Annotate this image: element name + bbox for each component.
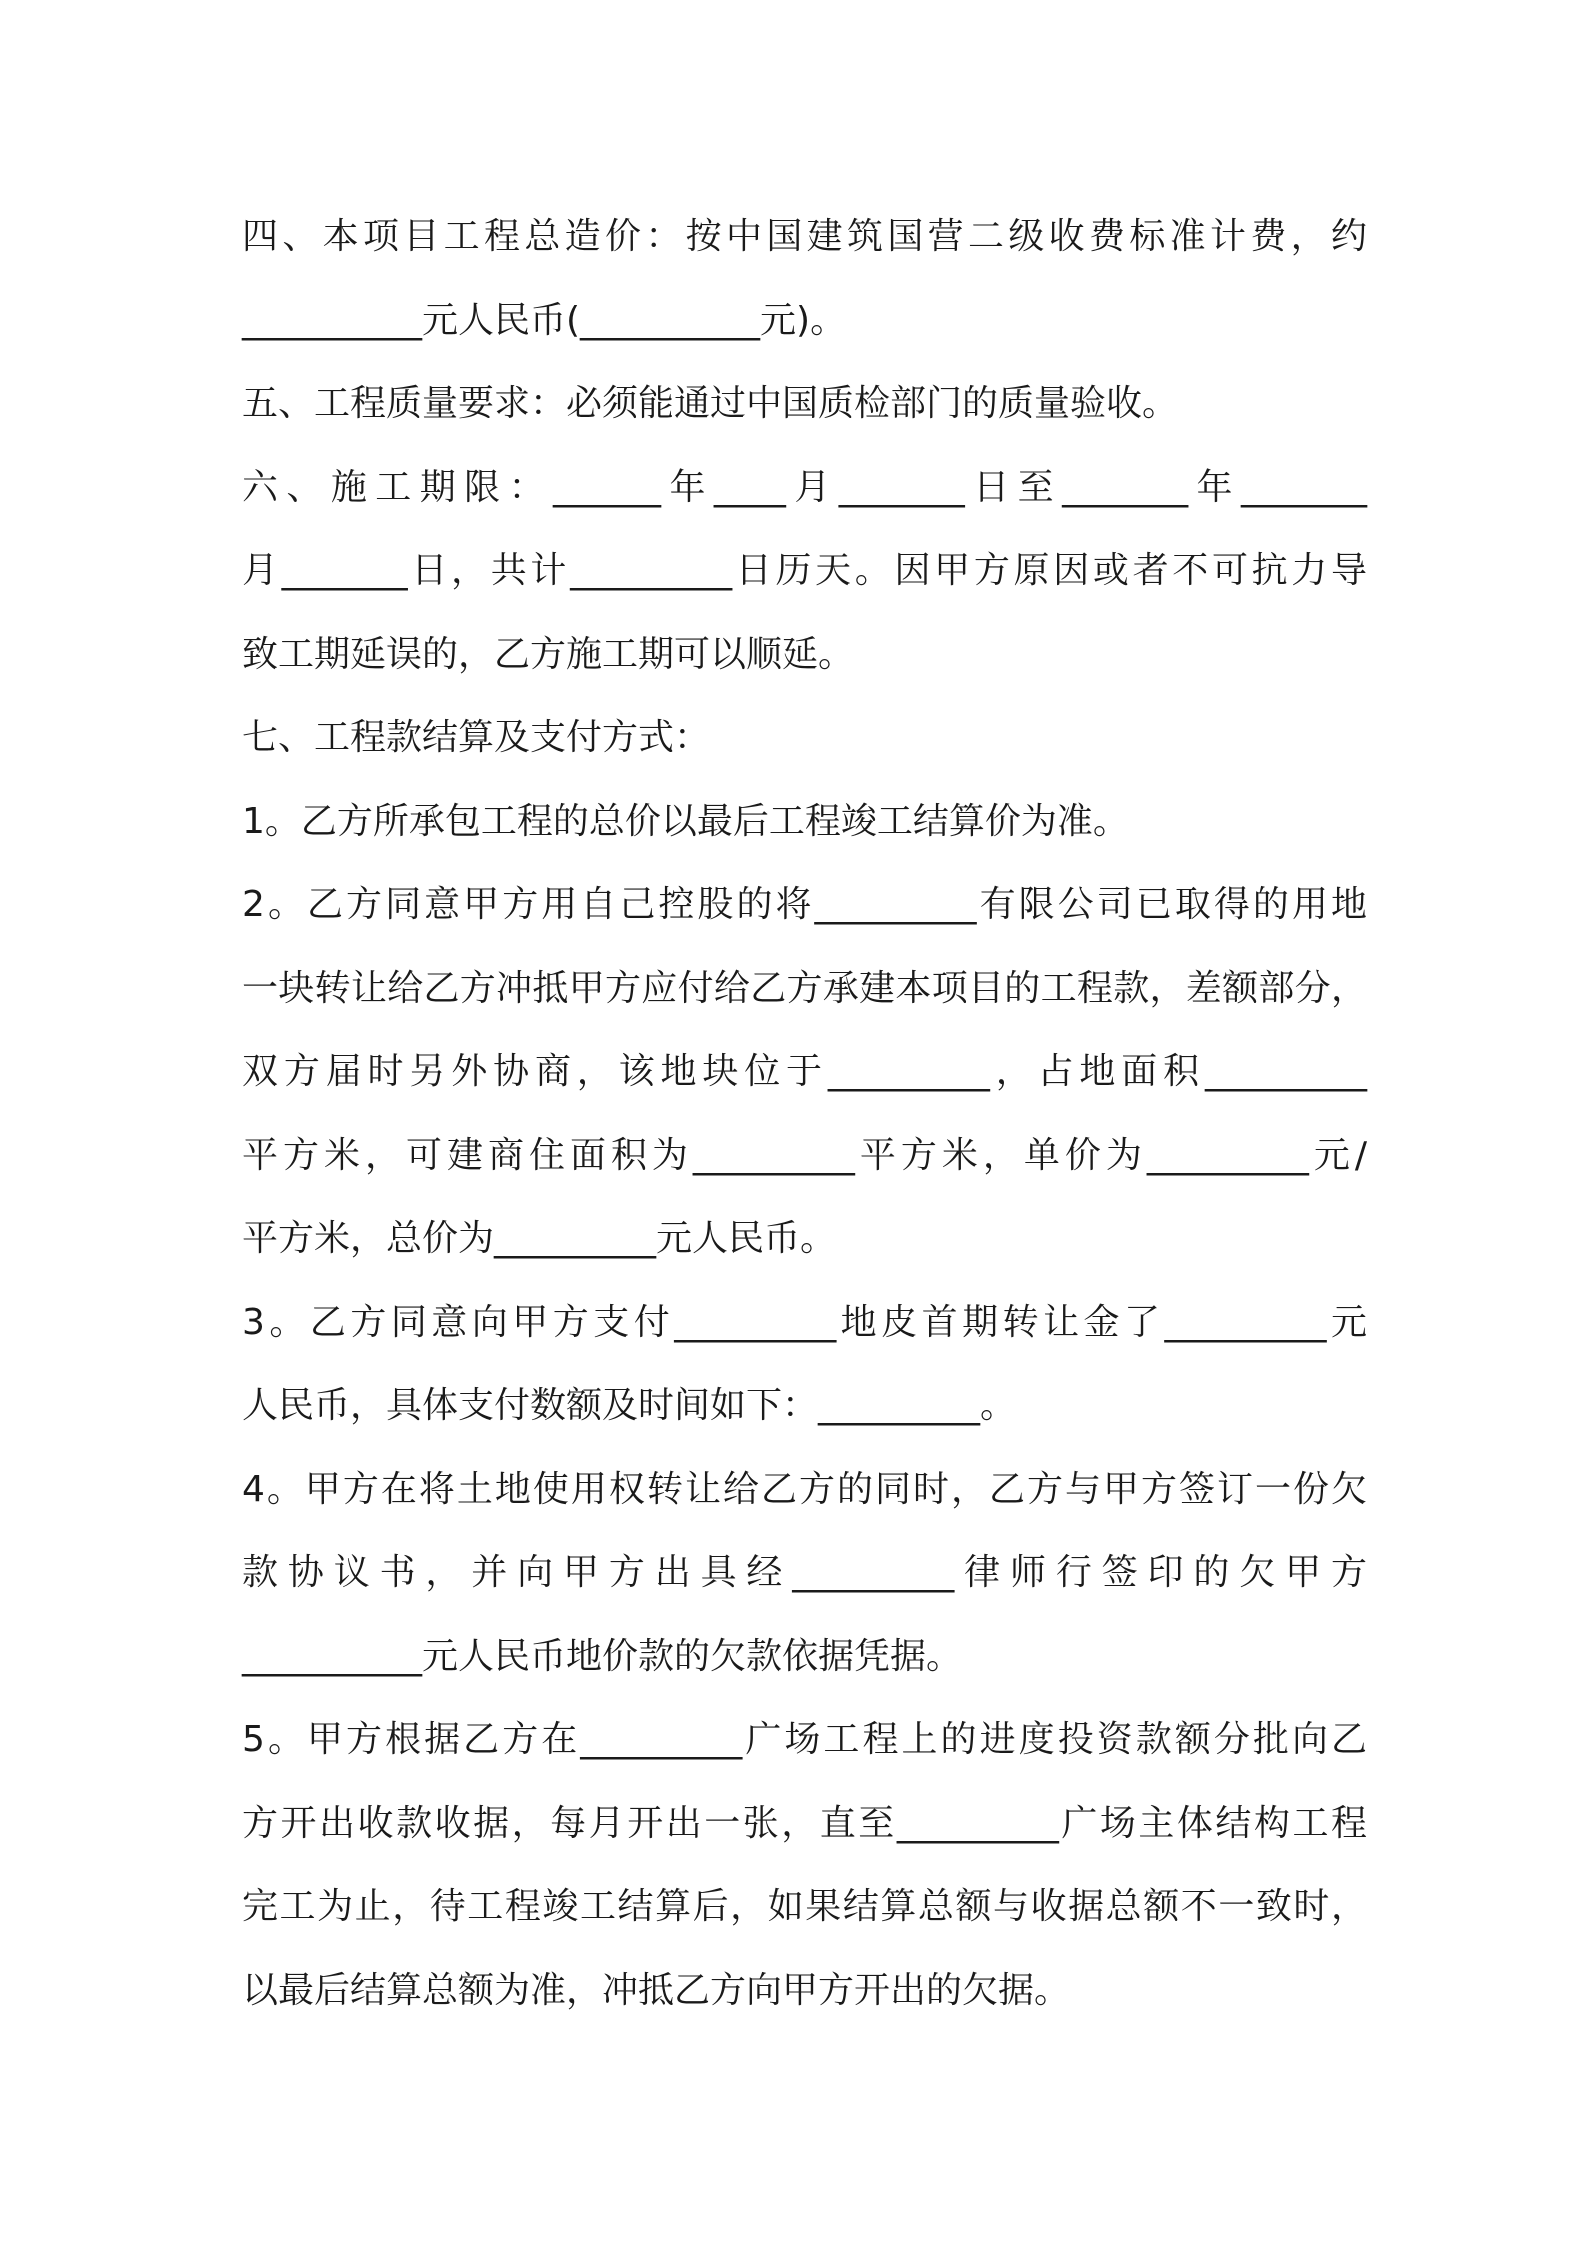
text-line: 平方米，总价为_________元人民币。 — [242, 1218, 837, 1259]
text-line: 以最后结算总额为准，冲抵乙方向甲方开出的欠据。 — [242, 1969, 1071, 2011]
text-line: 1。乙方所承包工程的总价以最后工程竣工结算价为准。 — [242, 800, 1129, 842]
text-line: 2。乙方同意甲方用自己控股的将_________有限公司已取得的用地 — [242, 884, 1367, 925]
text-line: 双方届时另外协商，该地块位于_________，占地面积_________ — [242, 1051, 1367, 1092]
text-line: 方开出收款收据，每月开出一张，直至_________广场主体结构工程 — [242, 1802, 1367, 1844]
text-line: 月_______日，共计_________日历天。因甲方原因或者不可抗力导 — [242, 550, 1367, 591]
text-line: 5。甲方根据乙方在_________广场工程上的进度投资款额分批向乙 — [242, 1719, 1367, 1760]
text-line: 人民币，具体支付数额及时间如下：_________。 — [242, 1385, 1017, 1426]
text-line: 平方米，可建商住面积为_________平方米，单价为_________元/ — [242, 1134, 1367, 1176]
text-line: 款协议书，并向甲方出具经_________律师行签印的欠甲方 — [242, 1552, 1367, 1593]
text-line: __________元人民币地价款的欠款依据凭据。 — [242, 1635, 963, 1677]
text-line: 四、本项目工程总造价：按中国建筑国营二级收费标准计费，约 — [242, 216, 1367, 257]
text-line: 七、工程款结算及支付方式： — [242, 717, 711, 758]
text-line: 一块转让给乙方冲抵甲方应付给乙方承建本项目的工程款，差额部分， — [242, 967, 1367, 1009]
text-line: 五、工程质量要求：必须能通过中国质检部门的质量验收。 — [242, 383, 1179, 424]
contract-body — [242, 195, 1367, 2032]
text-line: 3。乙方同意向甲方支付_________地皮首期转让金了_________元 — [242, 1301, 1367, 1343]
text-line: 六、施工期限：______年____月_______日至_______年_______ — [242, 466, 1367, 508]
text-line: __________元人民币(__________元)。 — [242, 299, 847, 341]
text-line: 4。甲方在将土地使用权转让给乙方的同时，乙方与甲方签订一份欠 — [242, 1468, 1367, 1510]
text-line: 致工期延误的，乙方施工期可以顺延。 — [242, 633, 855, 675]
text-line: 完工为止，待工程竣工结算后，如果结算总额与收据总额不一致时， — [242, 1886, 1367, 1927]
